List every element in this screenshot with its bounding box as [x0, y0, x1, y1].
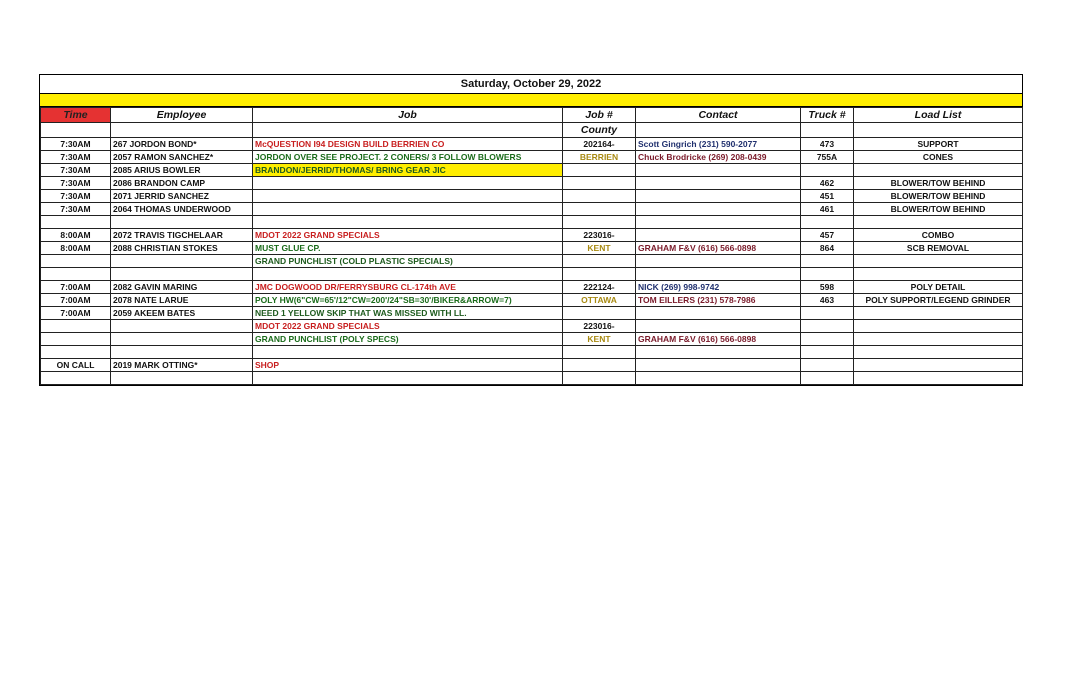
job-cell: SHOP [253, 359, 563, 372]
truck-cell: 473 [801, 138, 854, 151]
employee-cell: 2072 TRAVIS TIGCHELAAR [111, 229, 253, 242]
job-cell [253, 268, 563, 281]
truck-cell: 457 [801, 229, 854, 242]
jobnum-cell: 222124- [563, 281, 636, 294]
employee-cell [111, 346, 253, 359]
truck-header: Truck # [801, 108, 854, 123]
truck-cell [801, 333, 854, 346]
job-cell [253, 190, 563, 203]
table-row [41, 294, 1023, 307]
table-row [41, 229, 1023, 242]
blank-cell [801, 123, 854, 138]
jobnum-cell [563, 255, 636, 268]
time-cell [41, 216, 111, 229]
jobnum-cell [563, 203, 636, 216]
job-cell: GRAND PUNCHLIST (POLY SPECS) [253, 333, 563, 346]
contact-cell: NICK (269) 998-9742 [636, 281, 801, 294]
schedule-sheet [39, 74, 1023, 386]
load-cell [854, 333, 1023, 346]
jobnum-cell [563, 216, 636, 229]
job-cell: MUST GLUE CP. [253, 242, 563, 255]
job-cell: BRANDON/JERRID/THOMAS/ BRING GEAR JIC [253, 164, 563, 177]
table-row [41, 138, 1023, 151]
truck-cell [801, 359, 854, 372]
contact-cell [636, 307, 801, 320]
time-cell: 7:30AM [41, 164, 111, 177]
contact-cell: GRAHAM F&V (616) 566-0898 [636, 333, 801, 346]
employee-cell: 2088 CHRISTIAN STOKES [111, 242, 253, 255]
jobnum-cell: OTTAWA [563, 294, 636, 307]
time-cell: 7:00AM [41, 307, 111, 320]
time-header: Time [41, 108, 111, 123]
employee-cell [111, 216, 253, 229]
truck-cell: 462 [801, 177, 854, 190]
time-cell [41, 333, 111, 346]
table-row [41, 242, 1023, 255]
jobnum-cell: 223016- [563, 229, 636, 242]
employee-cell: 2078 NATE LARUE [111, 294, 253, 307]
job-cell [253, 372, 563, 385]
load-cell [854, 320, 1023, 333]
county-header-row [41, 123, 1023, 138]
employee-cell: 2057 RAMON SANCHEZ* [111, 151, 253, 164]
table-row [41, 203, 1023, 216]
load-cell [854, 346, 1023, 359]
table-row [41, 307, 1023, 320]
jobnum-header: Job # [563, 108, 636, 123]
job-header: Job [253, 108, 563, 123]
jobnum-cell [563, 346, 636, 359]
jobnum-cell [563, 164, 636, 177]
time-cell [41, 255, 111, 268]
load-cell: COMBO [854, 229, 1023, 242]
schedule-date-title: Saturday, October 29, 2022 [40, 75, 1022, 94]
contact-cell: Scott Gingrich (231) 590-2077 [636, 138, 801, 151]
job-cell [253, 216, 563, 229]
employee-cell [111, 320, 253, 333]
time-cell: 7:30AM [41, 190, 111, 203]
load-cell: BLOWER/TOW BEHIND [854, 203, 1023, 216]
truck-cell: 864 [801, 242, 854, 255]
time-cell: 7:00AM [41, 281, 111, 294]
table-row [41, 177, 1023, 190]
jobnum-cell [563, 190, 636, 203]
load-cell: SUPPORT [854, 138, 1023, 151]
jobnum-cell [563, 177, 636, 190]
contact-cell [636, 216, 801, 229]
load-cell: CONES [854, 151, 1023, 164]
job-cell: NEED 1 YELLOW SKIP THAT WAS MISSED WITH LL. [253, 307, 563, 320]
blank-cell [111, 123, 253, 138]
jobnum-cell [563, 307, 636, 320]
header-row [41, 108, 1023, 123]
contact-cell: TOM EILLERS (231) 578-7986 [636, 294, 801, 307]
contact-cell [636, 359, 801, 372]
load-cell: POLY SUPPORT/LEGEND GRINDER [854, 294, 1023, 307]
job-cell [253, 203, 563, 216]
load-cell [854, 216, 1023, 229]
employee-cell: 267 JORDON BOND* [111, 138, 253, 151]
employee-cell [111, 255, 253, 268]
jobnum-cell: 202164- [563, 138, 636, 151]
employee-cell [111, 268, 253, 281]
load-cell: BLOWER/TOW BEHIND [854, 177, 1023, 190]
jobnum-cell: KENT [563, 242, 636, 255]
jobnum-cell [563, 359, 636, 372]
table-row [41, 346, 1023, 359]
job-cell: JMC DOGWOOD DR/FERRYSBURG CL-174th AVE [253, 281, 563, 294]
job-cell: GRAND PUNCHLIST (COLD PLASTIC SPECIALS) [253, 255, 563, 268]
blank-cell [636, 123, 801, 138]
load-cell: BLOWER/TOW BEHIND [854, 190, 1023, 203]
time-cell: 7:30AM [41, 151, 111, 164]
contact-cell [636, 177, 801, 190]
load-header: Load List [854, 108, 1023, 123]
employee-cell: 2059 AKEEM BATES [111, 307, 253, 320]
table-row [41, 359, 1023, 372]
time-cell [41, 268, 111, 281]
table-row [41, 281, 1023, 294]
county-header: County [563, 123, 636, 138]
employee-cell: 2082 GAVIN MARING [111, 281, 253, 294]
blank-cell [253, 123, 563, 138]
time-cell: 7:30AM [41, 138, 111, 151]
load-cell [854, 359, 1023, 372]
job-cell: MDOT 2022 GRAND SPECIALS [253, 320, 563, 333]
contact-cell [636, 229, 801, 242]
employee-cell: 2019 MARK OTTING* [111, 359, 253, 372]
time-cell [41, 320, 111, 333]
jobnum-cell: KENT [563, 333, 636, 346]
employee-cell [111, 333, 253, 346]
employee-header: Employee [111, 108, 253, 123]
job-cell: JORDON OVER SEE PROJECT. 2 CONERS/ 3 FOLLOW BLOWERS [253, 151, 563, 164]
blank-cell [41, 123, 111, 138]
load-cell: POLY DETAIL [854, 281, 1023, 294]
truck-cell [801, 164, 854, 177]
job-cell: MDOT 2022 GRAND SPECIALS [253, 229, 563, 242]
job-cell: POLY HW(6"CW=65'/12"CW=200'/24"SB=30'/BIKER&ARROW=7) [253, 294, 563, 307]
jobnum-cell [563, 372, 636, 385]
employee-cell: 2071 JERRID SANCHEZ [111, 190, 253, 203]
time-cell [41, 346, 111, 359]
contact-cell [636, 268, 801, 281]
table-row [41, 151, 1023, 164]
contact-cell [636, 164, 801, 177]
contact-header: Contact [636, 108, 801, 123]
yellow-band [40, 94, 1022, 107]
schedule-body [41, 108, 1023, 385]
job-cell [253, 346, 563, 359]
time-cell: 8:00AM [41, 242, 111, 255]
load-cell [854, 164, 1023, 177]
truck-cell [801, 346, 854, 359]
table-row [41, 216, 1023, 229]
contact-cell: Chuck Brodricke (269) 208-0439 [636, 151, 801, 164]
table-row [41, 190, 1023, 203]
employee-cell: 2085 ARIUS BOWLER [111, 164, 253, 177]
truck-cell [801, 268, 854, 281]
table-row [41, 372, 1023, 385]
table-row [41, 164, 1023, 177]
contact-cell [636, 190, 801, 203]
table-row [41, 255, 1023, 268]
truck-cell: 461 [801, 203, 854, 216]
contact-cell [636, 203, 801, 216]
load-cell [854, 268, 1023, 281]
time-cell: 7:30AM [41, 203, 111, 216]
jobnum-cell: 223016- [563, 320, 636, 333]
jobnum-cell: BERRIEN [563, 151, 636, 164]
load-cell [854, 307, 1023, 320]
blank-cell [854, 123, 1023, 138]
contact-cell [636, 346, 801, 359]
truck-cell [801, 320, 854, 333]
table-row [41, 268, 1023, 281]
jobnum-cell [563, 268, 636, 281]
time-cell [41, 372, 111, 385]
truck-cell: 451 [801, 190, 854, 203]
time-cell: 8:00AM [41, 229, 111, 242]
load-cell: SCB REMOVAL [854, 242, 1023, 255]
load-cell [854, 255, 1023, 268]
job-cell: McQUESTION I94 DESIGN BUILD BERRIEN CO [253, 138, 563, 151]
table-row [41, 333, 1023, 346]
truck-cell: 598 [801, 281, 854, 294]
truck-cell [801, 307, 854, 320]
truck-cell [801, 372, 854, 385]
time-cell: 7:00AM [41, 294, 111, 307]
job-cell [253, 177, 563, 190]
employee-cell [111, 372, 253, 385]
load-cell [854, 372, 1023, 385]
contact-cell [636, 372, 801, 385]
employee-cell: 2086 BRANDON CAMP [111, 177, 253, 190]
contact-cell [636, 320, 801, 333]
employee-cell: 2064 THOMAS UNDERWOOD [111, 203, 253, 216]
truck-cell: 463 [801, 294, 854, 307]
truck-cell: 755A [801, 151, 854, 164]
contact-cell [636, 255, 801, 268]
contact-cell: GRAHAM F&V (616) 566-0898 [636, 242, 801, 255]
truck-cell [801, 216, 854, 229]
time-cell: 7:30AM [41, 177, 111, 190]
truck-cell [801, 255, 854, 268]
schedule-table [40, 107, 1023, 385]
table-row [41, 320, 1023, 333]
time-cell: ON CALL [41, 359, 111, 372]
